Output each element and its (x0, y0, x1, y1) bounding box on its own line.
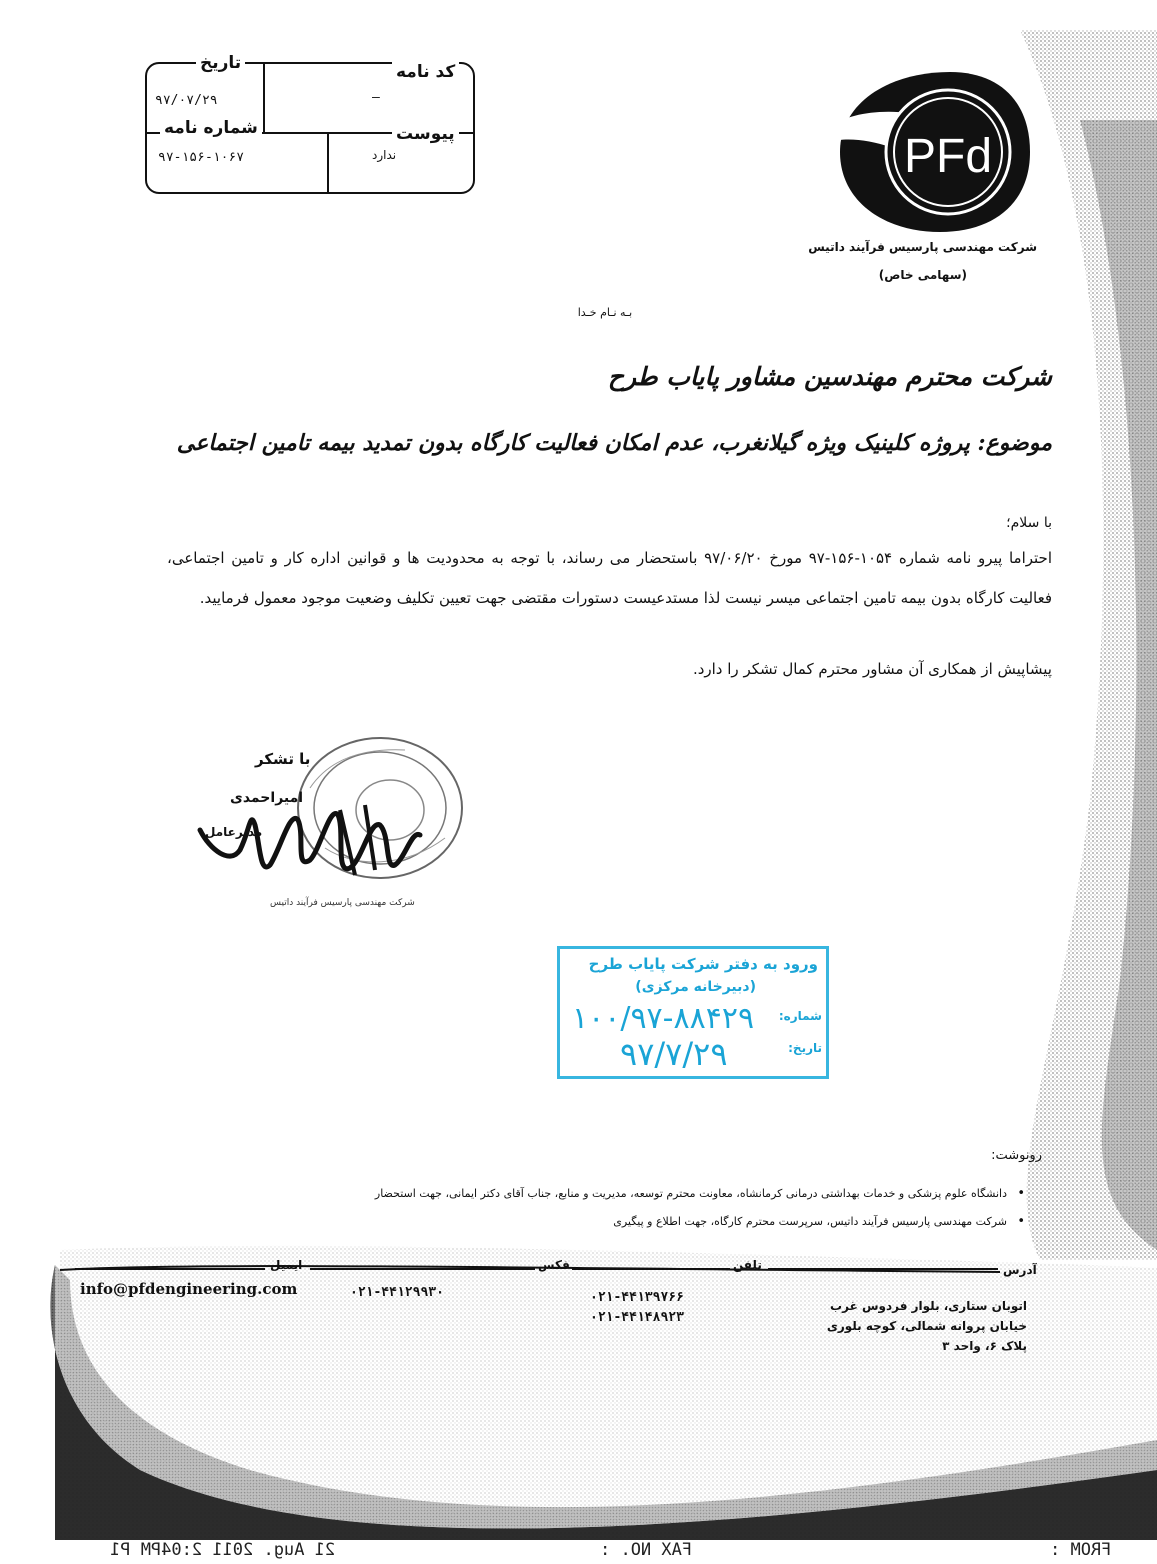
postal-address (827, 1296, 1027, 1356)
date-label: تاریخ (196, 53, 245, 73)
company-logo (830, 72, 1030, 232)
stamp-subtitle: (دبیرخانه مرکزی) (635, 979, 756, 995)
letter-number-label: شماره نامه (160, 118, 262, 138)
phone-label: تلفن (733, 1258, 762, 1272)
code-value: — (372, 90, 381, 105)
stamp-number-value: ۱۰۰/۹۷-۸۸۴۲۹ (572, 1001, 755, 1036)
phone-number-1: ۰۲۱-۴۴۱۳۹۷۶۶ (590, 1290, 684, 1305)
signatory-title: مدیرعامل (205, 825, 263, 839)
address-line: اتوبان ستاری، بلوار فردوس غرب (830, 1299, 1027, 1313)
footer-divider (75, 1268, 265, 1270)
stamp-date-value: ۹۷/۷/۲۹ (620, 1035, 728, 1073)
handwritten-signature (180, 790, 450, 900)
fax-from: FROM : (1050, 1540, 1112, 1560)
info-box-divider (263, 64, 265, 132)
attachment-value: ندارد (372, 148, 397, 162)
cc-item: شرکت مهندسی پارسیس فرآیند داتیس، سرپرست محترم کارگاه، جهت اطلاع و پیگیری • (227, 1208, 1007, 1236)
phone-number-2: ۰۲۱-۴۴۱۴۸۹۲۳ (590, 1310, 684, 1325)
received-stamp (557, 946, 829, 1079)
info-box-divider (327, 132, 329, 194)
letter-subject: موضوع: پروژه کلینیک ویژه گیلانغرب، عدم امکان فعالیت کارگاه بدون تمدید بیمه تامین اجتماعی (176, 430, 1052, 456)
signature-thanks: با تشکر (255, 750, 311, 768)
stamp-date-label: تاریخ: (788, 1041, 822, 1055)
fax-number-header: FAX NO. : (600, 1540, 693, 1560)
stamp-number-label: شماره: (778, 1009, 822, 1023)
address-line: خیابان پروانه شمالی، کوچه بلوری (826, 1319, 1027, 1333)
footer-divider (768, 1268, 998, 1270)
fax-number: ۰۲۱-۴۴۱۲۹۹۳۰ (350, 1285, 444, 1300)
address-line: پلاک ۶، واحد ۳ (942, 1339, 1027, 1353)
letter-body: احتراما پیرو نامه شماره ۱۰۵۴-۱۵۶-۹۷ مورخ ۹۷/۰۶/۲۰ باستحضار می رساند، با توجه به محدودیت ها و قوانین اداره کار و تامین اجتماعی، فعالیت کارگاه بدون بیمه تامین اجتماعی میسر نیست لذا مستدعیست دستورات مقتضی جهت تعیین تکلیف وضعیت موجود معمول فرمایید. (167, 549, 1052, 607)
email-address: info@pfdengineering.com (80, 1280, 298, 1298)
fax-label: فکس (538, 1258, 570, 1272)
cc-title: رونوشت: (991, 1148, 1042, 1163)
code-label: کد نامه (392, 62, 459, 82)
address-label: آدرس (1003, 1263, 1037, 1277)
fax-transmission-header (0, 1540, 1157, 1564)
email-label: ایمیل (270, 1258, 303, 1272)
cc-list (227, 1180, 1007, 1236)
fax-datetime: 21 Aug. 2011 2:04PM P1 (110, 1540, 336, 1560)
company-name: شرکت مهندسی پارسیس فرآیند داتیس (808, 240, 1037, 254)
bismillah: بـه نـام خـدا (577, 306, 633, 319)
letter-recipient: شرکت محترم مهندسین مشاور پایاب طرح (607, 362, 1052, 391)
letter-salutation: با سلام؛ (1006, 515, 1052, 531)
date-value: ۹۷/۰۷/۲۹ (155, 93, 218, 108)
footer-divider (572, 1268, 730, 1270)
stamp-title: ورود به دفتر شرکت پایاب طرح (588, 955, 818, 973)
seal-caption: شرکت مهندسی پارسیس فرآیند داتیس (270, 898, 415, 908)
signatory-name: امیراحمدی (230, 790, 304, 806)
cc-item: دانشگاه علوم پزشکی و خدمات بهداشتی درمانی کرمانشاه، معاونت محترم توسعه، مدیریت و منابع، جناب آقای دکتر ایمانی، جهت استحضار • (227, 1180, 1007, 1208)
company-type: (سهامی خاص) (878, 268, 967, 282)
footer-divider (310, 1268, 535, 1270)
logo-mark: PFd (903, 130, 993, 183)
attachment-label: پیوست (392, 124, 459, 144)
letter-number-value: ۹۷-۱۵۶-۱۰۶۷ (158, 150, 245, 165)
letter-closing: پیشاپیش از همکاری آن مشاور محترم کمال تشکر را دارد. (692, 660, 1052, 678)
